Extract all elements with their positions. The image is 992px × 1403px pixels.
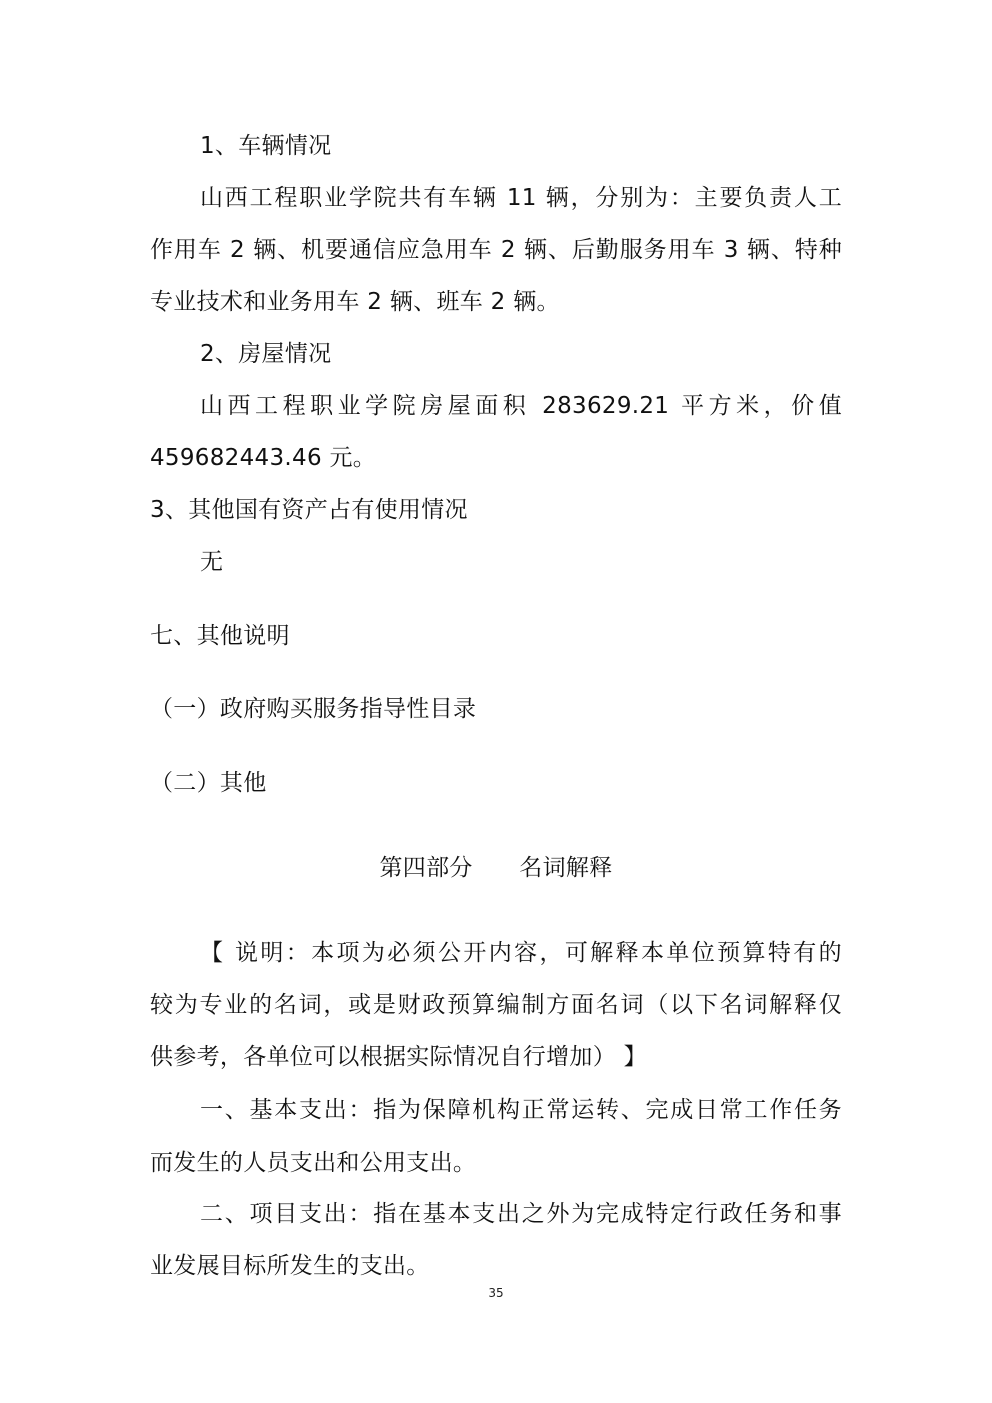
part4-note-line-3: 供参考，各单位可以根据实际情况自行增加） 】 <box>150 1044 647 1070</box>
vehicles-heading: 1、车辆情况 <box>200 133 332 159</box>
term-project-expenditure-line-2: 业发展目标所发生的支出。 <box>150 1253 430 1279</box>
part4-title: 第四部分 名词解释 <box>379 855 613 881</box>
housing-text-line-1: 山西工程职业学院房屋面积 283629.21 平方米，价值 <box>200 393 842 419</box>
other-notes-sub-2: （二）其他 <box>150 770 267 796</box>
vehicles-text-line-1: 山西工程职业学院共有车辆 11 辆，分别为：主要负责人工 <box>200 185 842 211</box>
other-notes-heading: 七、其他说明 <box>150 623 290 649</box>
other-notes-sub-1: （一）政府购买服务指导性目录 <box>150 696 477 722</box>
term-project-expenditure-line-1: 二、项目支出：指在基本支出之外为完成特定行政任务和事 <box>200 1201 842 1227</box>
term-basic-expenditure-line-1: 一、基本支出：指为保障机构正常运转、完成日常工作任务 <box>200 1097 842 1123</box>
other-assets-heading: 3、其他国有资产占有使用情况 <box>150 497 468 523</box>
part4-note-line-1: 【 说明：本项为必须公开内容，可解释本单位预算特有的 <box>200 940 842 966</box>
housing-text-line-2: 459682443.46 元。 <box>150 445 377 471</box>
vehicles-text-line-2: 作用车 2 辆、机要通信应急用车 2 辆、后勤服务用车 3 辆、特种 <box>150 237 842 263</box>
housing-heading: 2、房屋情况 <box>200 341 332 367</box>
page-number: 35 <box>488 1286 504 1300</box>
part4-note-line-2: 较为专业的名词，或是财政预算编制方面名词（以下名词解释仅 <box>150 992 842 1018</box>
vehicles-text-line-3: 专业技术和业务用车 2 辆、班车 2 辆。 <box>150 289 560 315</box>
term-basic-expenditure-line-2: 而发生的人员支出和公用支出。 <box>150 1150 477 1176</box>
other-assets-value: 无 <box>200 549 224 575</box>
